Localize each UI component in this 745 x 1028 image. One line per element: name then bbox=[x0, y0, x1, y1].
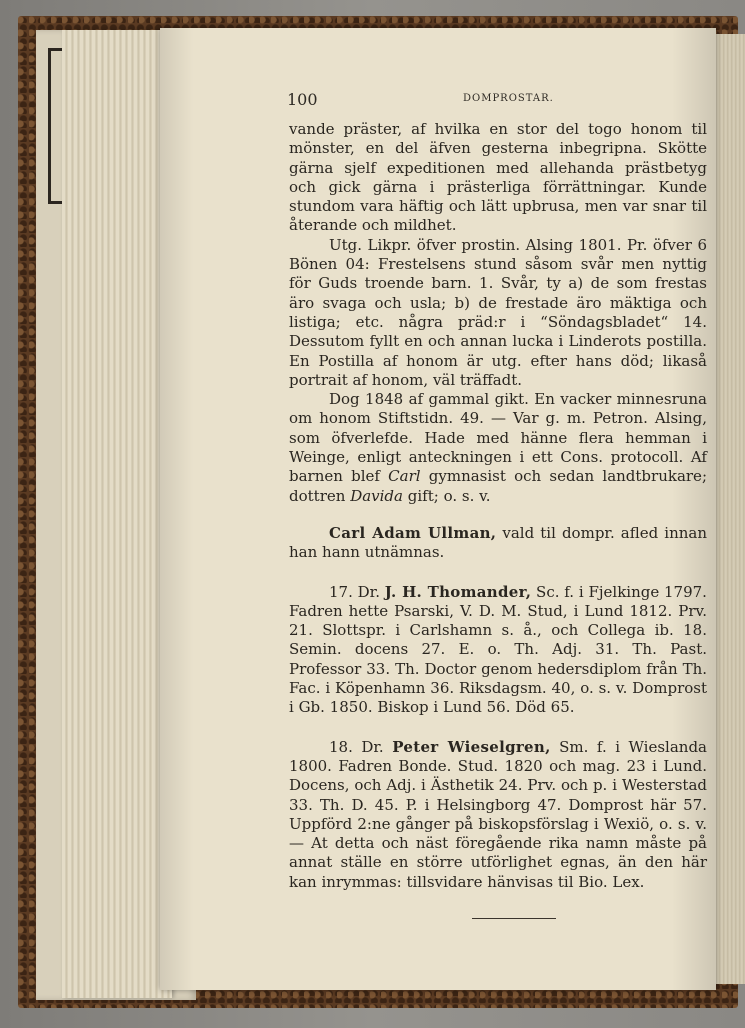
running-head-title: DOMPROSTAR. bbox=[463, 93, 554, 104]
spacer bbox=[289, 506, 707, 524]
entry-ullman bbox=[289, 524, 707, 563]
paragraph-3-mid: gymnasist och sedan landtbrukare; dottren bbox=[289, 467, 707, 505]
spacer bbox=[289, 563, 707, 583]
entry-ullman-name: Carl Adam Ullman, bbox=[329, 523, 497, 542]
paragraph-3-end: gift; o. s. v. bbox=[407, 486, 491, 505]
page-edges-stack bbox=[62, 30, 172, 998]
entry-wieselgren bbox=[289, 738, 707, 892]
paragraph-3 bbox=[289, 390, 707, 506]
right-page-edges bbox=[712, 34, 745, 984]
name-davida: Davida bbox=[350, 486, 403, 505]
entry-thomander-text: Sc. f. i Fjelkinge 1797. Fadren hette Psarski, V. D. M. Stud, i Lund 1812. Prv. 21. Slottspr. i Carlshamn s. å., och Collega ib. 18. Semin. docens 27. E. o. Th. Adj. 31. Th. Past. Professor 33. Th. Doctor genom hedersdiplom från Th. Fac. i Köpenhamn 36. Riksdagsm. 40, o. s. v. Domprost i Gb. 1850. Biskop i Lund 56. Död 65. bbox=[289, 582, 707, 717]
entry-thomander bbox=[289, 583, 707, 718]
entry-thomander-name: J. H. Thomander, bbox=[384, 582, 532, 601]
entry-wieselgren-name: Peter Wieselgren, bbox=[392, 737, 551, 756]
paragraph-1: vande präster, af hvilka en stor del togo honom til mönster, en del äfven gesterna inbegripna. Skötte gärna sjelf expeditionen med allehanda prästbetyg och gick gärna i prästerliga förrättningar. Kunde stundom vara häftig och lätt upbrusa, men var snar til återande och mildhet. bbox=[289, 120, 707, 235]
entry-wieselgren-text: Sm. f. i Wieslanda 1800. Fadren Bonde. Stud. 1820 och mag. 23 i Lund. Docens, och Adj. i Ästhetik 24. Prv. och p. i Westerstad 33. Th. D. 45. P. i Helsingborg 47. Domprost här 57. Uppförd 2:ne gånger på biskopsförslag i Wexiö, o. s. v. — At detta och näst föregående rika namn måste på annat ställe en större utförlighet egnas, än den här kan inrymmas: tillsvidare hänvisas til Bio. Lex. bbox=[289, 737, 707, 891]
closing-rule bbox=[472, 918, 556, 919]
entry-ullman-text: vald til dompr. afled innan han hann utnämnas. bbox=[289, 523, 707, 562]
book-page bbox=[160, 28, 716, 990]
paragraph-2: Utg. Likpr. öfver prostin. Alsing 1801. Pr. öfver 6 Bönen 04: Frestelsens stund såsom svår men nyttig för Guds troende barn. 1. Svår, ty a) de som frestas äro svaga och usla; b) de frestade äro mäktiga och listiga; etc. några präd:r i “Söndagsbladet“ 14. Dessutom fyllt en och annan lucka i Linderots postilla. En Postilla af honom är utg. efter hans död; likaså portrait af honom, väl träffadt. bbox=[289, 235, 707, 389]
name-carl: Carl bbox=[388, 467, 421, 486]
running-head bbox=[287, 90, 707, 110]
entry-thomander-number: 17. Dr. bbox=[329, 582, 380, 601]
page-number: 100 bbox=[287, 90, 318, 109]
body-text bbox=[289, 120, 707, 919]
entry-wieselgren-number: 18. Dr. bbox=[329, 737, 384, 756]
spacer bbox=[289, 718, 707, 738]
left-margin-mark bbox=[40, 950, 58, 990]
paragraph-3-text: Dog 1848 af gammal gikt. En vacker minnesruna om honom Stiftstidn. 49. — Var g. m. Petron. Alsing, som öfverlefde. Hade med hänne flera hemman i Weinge, enligt anteckningen i ett Cons. protocoll. Af barnen blef bbox=[289, 390, 707, 486]
